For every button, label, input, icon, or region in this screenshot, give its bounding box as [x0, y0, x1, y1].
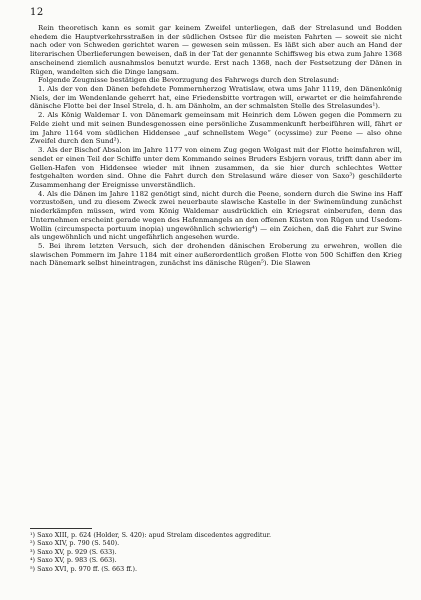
paragraph: Folgende Zeugnisse bestätigen die Bevorzugung des Fahrwegs durch den Strelasund: [38, 76, 339, 85]
footnotes [30, 531, 402, 573]
paragraph: 5. Bei ihrem letzten Versuch, sich der drohenden dänischen Eroberung zu erwehren, wollen die slawischen Pommern im Jahre 1184 mit einer außerordentlich großen Flotte von 500 Schiffen den Krieg nach Dänemark selbst hineintragen, zunächst ins dänische Rügen⁵). Die Slawen [30, 241, 402, 268]
footnote: ³) Saxo XV, p. 929 (S. 633). [30, 547, 117, 556]
paragraph: Rein theoretisch kann es somit gar keinem Zweifel unterliegen, daß der Strelasund und Bodden ehedem die Hauptverkehrsstraßen in der südlichen Ostsee für die meisten Fahrten — soweit sie nicht nach oder von Schweden gerichtet waren — gewesen sein müssen. Es läßt sich aber auch an Hand der literarischen Überlieferungen beweisen, daß in der Tat der genannte Schiffsweg bis etwa zum Jahre 1368 anscheinend ziemlich ausnahmslos benutzt wurde. Erst nach 1368, nach der Festsetzung der Dänen in Rügen, wandelten sich die Dinge langsam. [30, 24, 402, 76]
footnote: ⁴) Saxo XV, p. 983 (S. 663). [30, 556, 117, 565]
paragraph: 4. Als die Dänen im Jahre 1182 genötigt sind, nicht durch die Peene, sondern durch die Swine ins Haff vorzustoßen, und zu diesem Zweck zwei neuerbaute slawische Kastelle in der Swinemündung zunächst niederkämpfen müssen, wird vom König Waldemar ausdrücklich ein Kriegsrat einberufen, denn das Unternehmen erscheint gerade wegen des Hafenmangels an den offenen Küsten von Rügen und Usedom-Wollin (circumspecta portuum inopia) ungewöhnlich schwierig⁴) — ein Zeichen, daß die Fahrt zur Swine als ungewöhnlich und nicht ungefährlich angesehen wurde. [30, 189, 402, 242]
paragraph: 3. Als der Bischof Absalon im Jahre 1177 von einem Zug gegen Wolgast mit der Flotte heimfahren will, sendet er einen Teil der Schiffe unter dem Kommando seines Bruders Esbjern voraus, trifft dann aber im Gellen-Hafen von Hiddensee wieder mit ihnen zusammen, da sie hier durch schlechtes Wetter festgehalten worden sind. Ohne die Fahrt durch den Strelasund wäre dieser von Saxo³) geschilderte Zusammenhang der Ereignisse unverständlich. [30, 146, 402, 189]
page-number: 12 [30, 7, 44, 18]
main-text [30, 24, 402, 268]
paragraph: 2. Als König Waldemar I. von Dänemark gemeinsam mit Heinrich dem Löwen gegen die Pommern zu Felde zieht und mit seinen Bundesgenossen eine persönliche Zusammenkunft herbeiführen will, fährt er im Jahre 1164 vom südlichen Hiddensee „auf schnellstem Wege“ (ocyssime) zur Peene — also ohne Zweifel durch den Sund²). [30, 111, 402, 146]
footnote-divider [30, 528, 92, 529]
footnote: ²) Saxo XIV, p. 790 (S. 540). [30, 539, 120, 548]
footnote: ⁵) Saxo XVI, p. 970 ff. (S. 663 ff.). [30, 564, 138, 573]
paragraph: 1. Als der von den Dänen befehdete Pommernherzog Wratislaw, etwa ums Jahr 1119, den Dänenkönig Niels, der im Wendenlande geherrt hat, eine Friedensbitte vortragen will, erwartet er die heimfahrende dänische Flotte bei der Insel Strela, d. h. am Dänholm, an der schmalsten Stelle des Strelasundes¹). [30, 85, 402, 111]
footnote: ¹) Saxo XIII, p. 624 (Holder, S. 420): apud Strelam discedentes aggreditur. [30, 531, 271, 539]
